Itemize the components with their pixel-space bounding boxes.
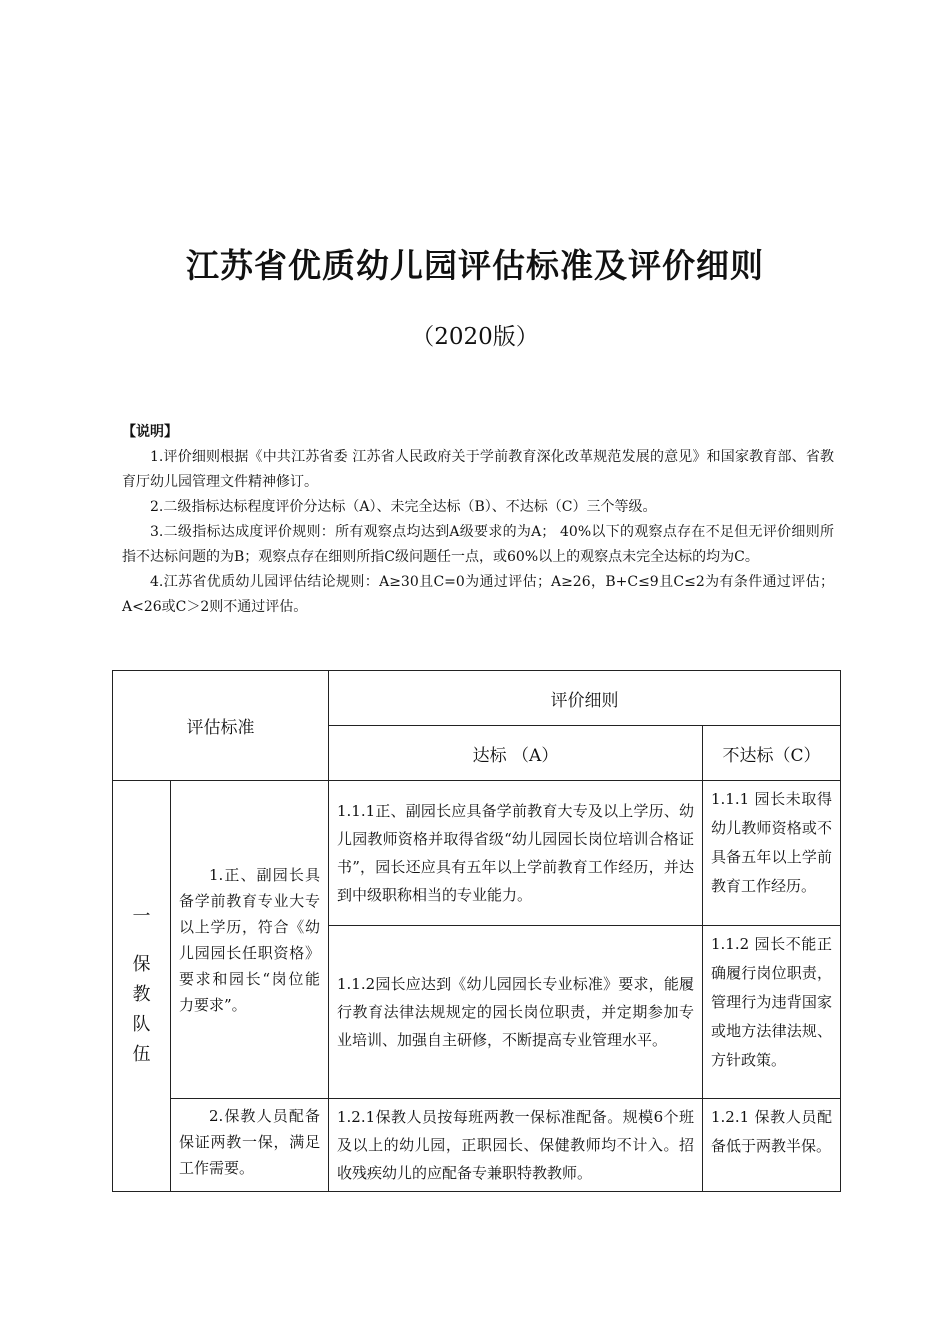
note-item-2: 2.二级指标达标程度评价分达标（A）、未完全达标（B）、不达标（C）三个等级。 [150, 499, 657, 515]
note-item-3: 3.二级指标达成度评价规则：所有观察点均达到A级要求的为A； 40%以下的观察点存在不足但无评价细则所指不达标问题的为B；观察点存在细则所指C级问题任一点，或60%以上的观察点未完全达标的均为C。 [122, 524, 834, 565]
a-cell-1-2-1: 1.2.1保教人员按每班两教一保标准配备。规模6个班及以上的幼儿园，正职园长、保健教师均不计入。招收残疾幼儿的应配备专兼职特教教师。 [329, 1099, 703, 1192]
a-cell-1-1-2: 1.1.2园长应达到《幼儿园园长专业标准》要求，能履行教育法律法规规定的园长岗位职责，并定期参加专业培训、加强自主研修，不断提高专业管理水平。 [329, 926, 703, 1099]
c-cell-1-1-2: 1.1.2 园长不能正确履行岗位职责，管理行为违背国家或地方法律法规、方针政策。 [703, 926, 841, 1099]
standard-cell-1: 1.正、副园长具备学前教育专业大专以上学历，符合《幼儿园园长任职资格》要求和园长“岗位能力要求”。 [171, 781, 329, 1099]
notes-heading: 【说明】 [122, 424, 178, 440]
edition-label: （2020版） [411, 324, 539, 350]
a-cell-1-1-1: 1.1.1正、副园长应具备学前教育大专及以上学历、幼儿园教师资格并取得省级“幼儿园园长岗位培训合格证书”，园长还应具有五年以上学前教育工作经历，并达到中级职称相当的专业能力。 [329, 781, 703, 926]
note-item-4: 4.江苏省优质幼儿园评估结论规则：A≥30且C=0为通过评估；A≥26，B+C≤9且C≤2为有条件通过评估；A<26或C＞2则不通过评估。 [122, 574, 834, 615]
category-cell [113, 781, 171, 1192]
header-c: 不达标（C） [703, 726, 841, 781]
header-standard: 评估标准 [113, 671, 329, 781]
page-title: 江苏省优质幼儿园评估标准及评价细则 [186, 246, 764, 285]
category-label: 一 保 教 队 伍 [132, 906, 151, 1065]
evaluation-table [112, 670, 841, 1192]
c-cell-1-2-1: 1.2.1 保教人员配备低于两教半保。 [703, 1099, 841, 1192]
notes-section [122, 420, 834, 620]
note-item-1: 1.评价细则根据《中共江苏省委 江苏省人民政府关于学前教育深化改革规范发展的意见》和国家教育部、省教育厅幼儿园管理文件精神修订。 [122, 449, 834, 490]
standard-cell-2: 2.保教人员配备保证两教一保，满足工作需要。 [171, 1099, 329, 1192]
c-cell-1-1-1: 1.1.1 园长未取得幼儿教师资格或不具备五年以上学前教育工作经历。 [703, 781, 841, 926]
header-a: 达标 （A） [329, 726, 703, 781]
header-detail: 评价细则 [329, 671, 841, 726]
